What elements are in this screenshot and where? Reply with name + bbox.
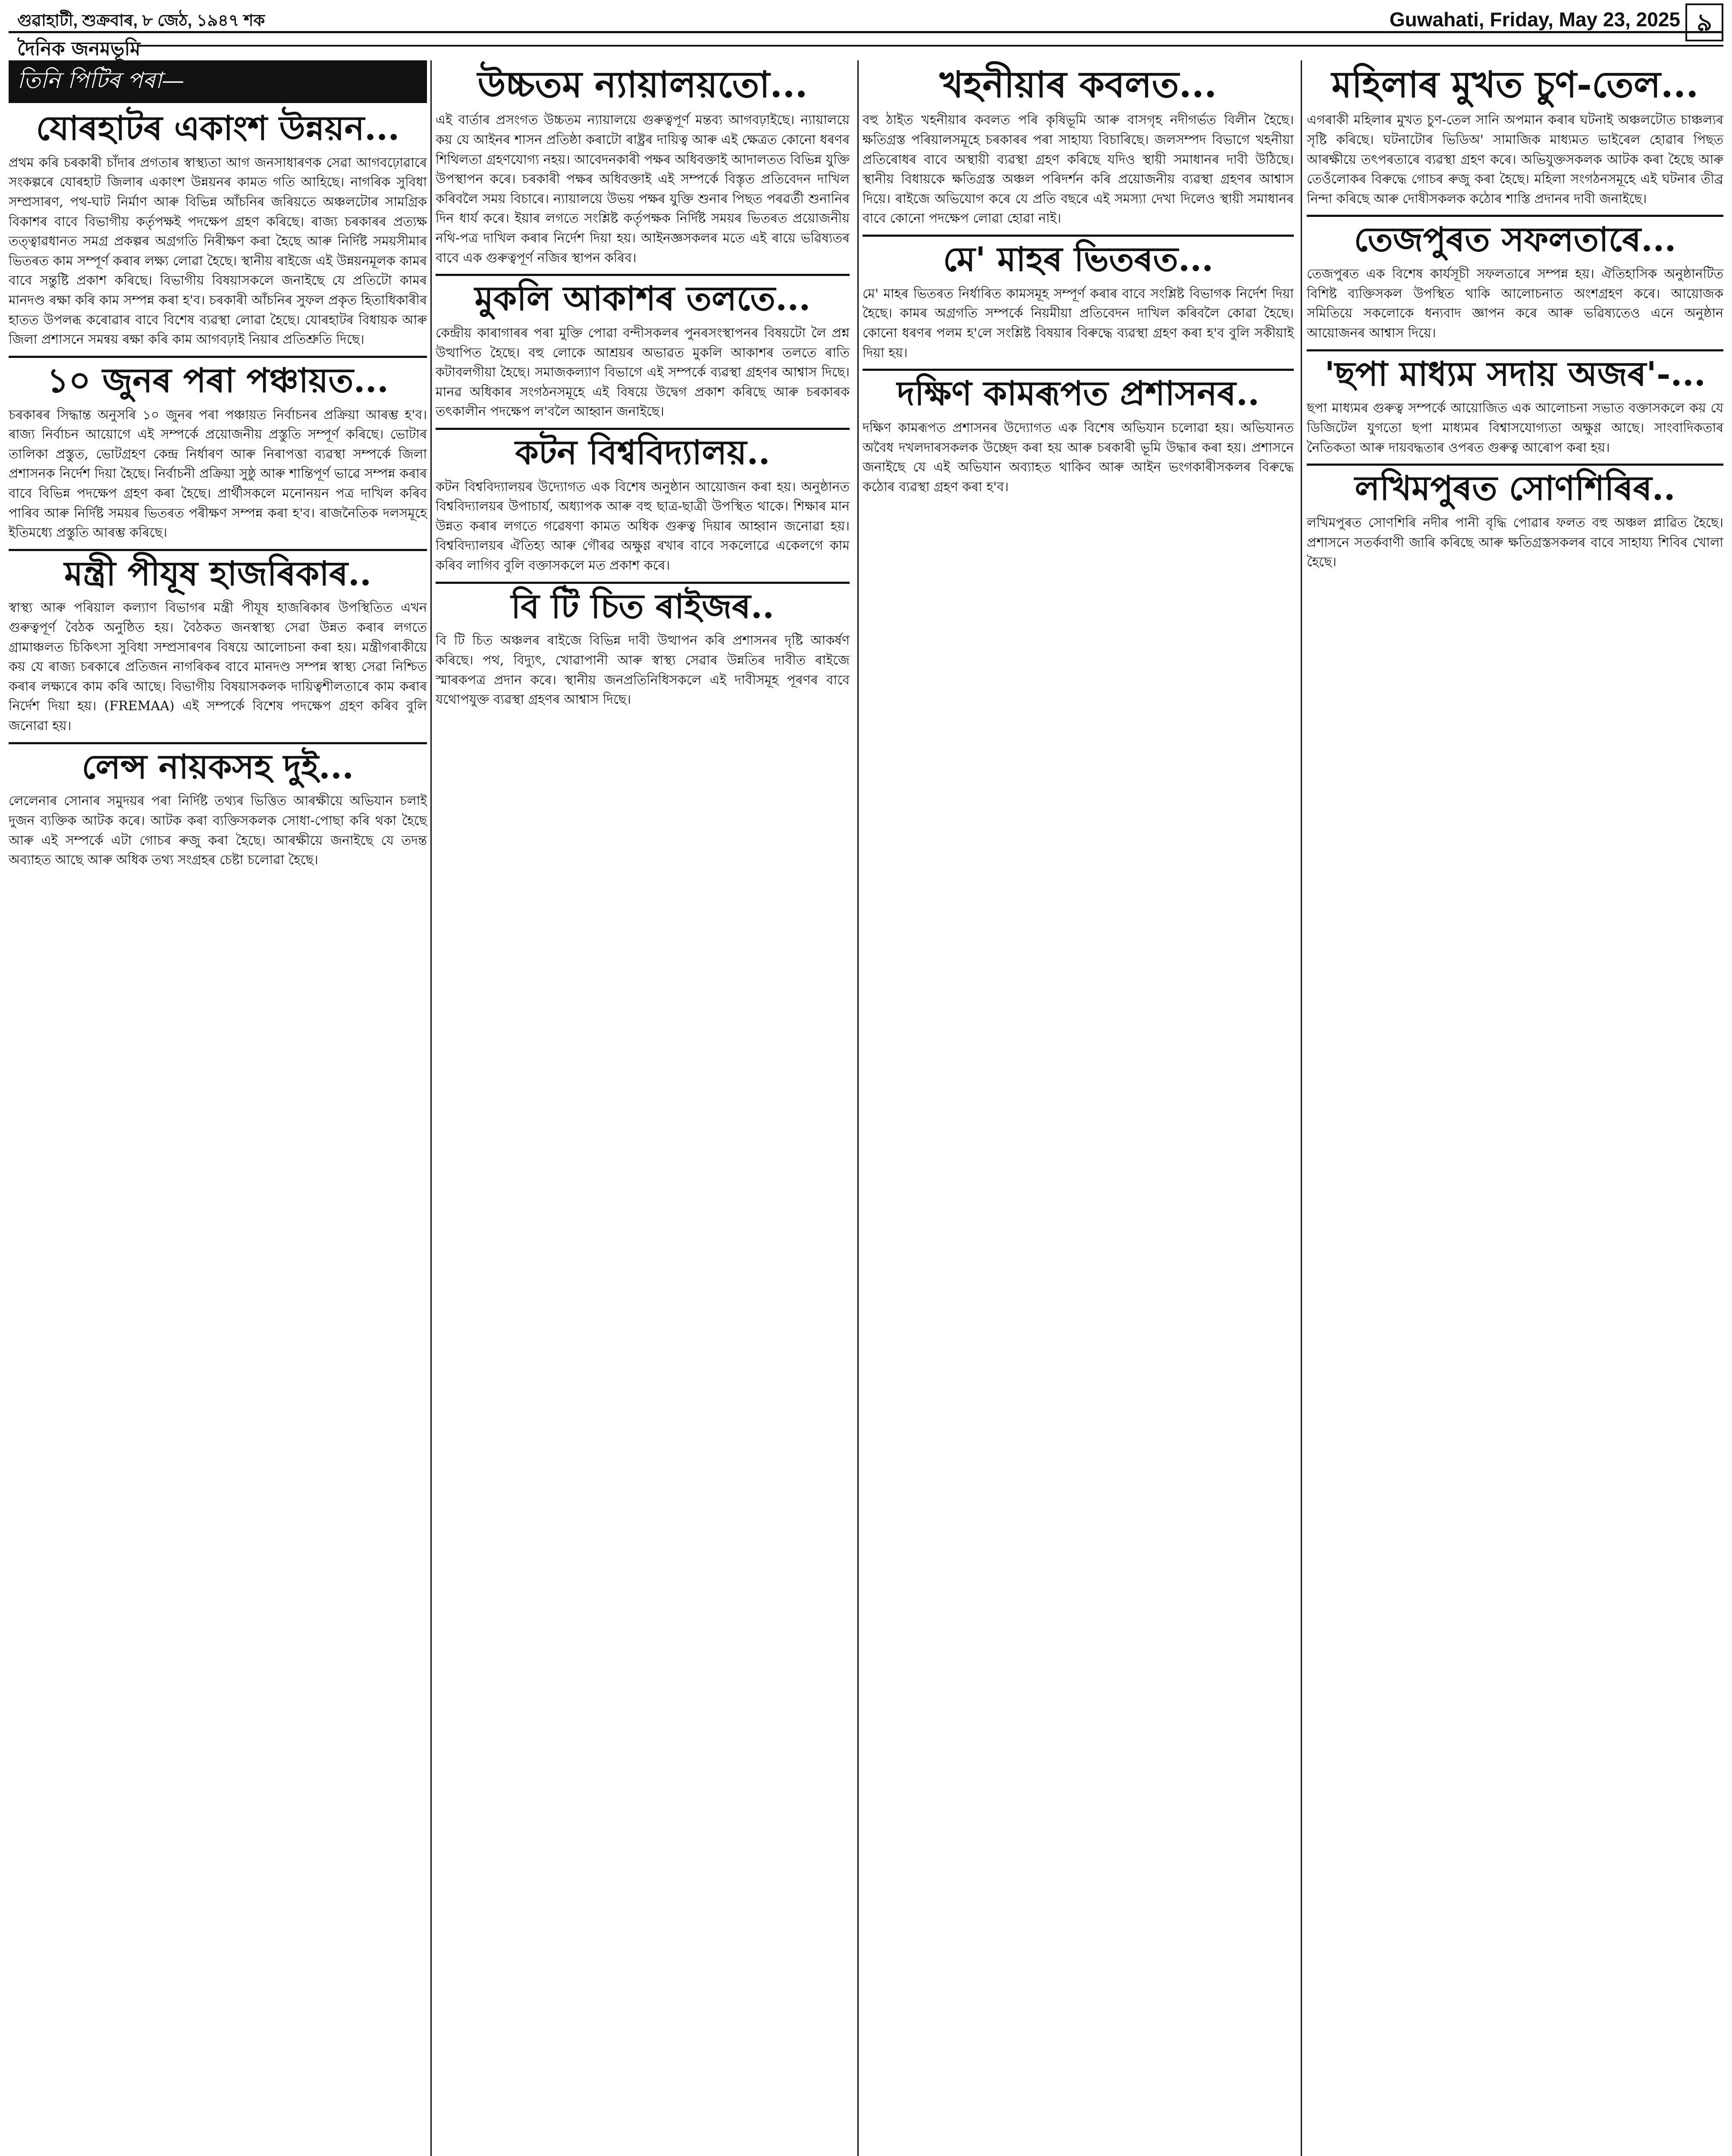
column-4 [1307,60,1728,2156]
article-headline: উচ্চতম ন্যায়ালয়তো... [477,63,808,106]
header-rule-2 [138,45,1723,47]
page-header [0,0,1732,60]
article-body: ছপা মাধ্যমৰ গুৰুত্ব সম্পৰ্কে আয়োজিত এক আলোচনা সভাত বক্তাসকলে কয় যে ডিজিটেল যুগতো ছপা মাধ্যমৰ বিশ্বাসযোগ্যতা অক্ষুণ্ণ আছে। সাংবাদিকতাৰ নৈতিকতা আৰু দায়বদ্ধতাৰ ওপৰত গুৰুত্ব আৰোপ কৰা হয়। [1307,401,1728,455]
continuation-kicker: তিনি পিটিৰ পৰা— [9,60,427,103]
article-separator [1307,349,1723,351]
article-body: এই বাৰ্তাৰ প্ৰসংগত উচ্চতম ন্যায়ালয়ে গুৰুত্বপূৰ্ণ মন্তব্য আগবঢ়াইছে। ন্যায়ালয়ে কয় যে আইনৰ শাসন প্ৰতিষ্ঠা কৰাটো ৰাষ্ট্ৰৰ দায়িত্ব আৰু এই ক্ষেত্ৰত কোনো ধৰণৰ শিথিলতা গ্ৰহণযোগ্য নহয়। আবেদনকাৰী পক্ষৰ অধিবক্তাই আদালতত বিভিন্ন যুক্তি উপস্থাপন কৰে। চৰকাৰী পক্ষৰ অধিবক্তাই এই সম্পৰ্কে বিস্তৃত প্ৰতিবেদন দাখিল কৰিবলৈ সময় বিচাৰে। ন্যায়ালয়ে উভয় পক্ষৰ যুক্তি শুনাৰ পিছত পৰৱৰ্তী শুনানিৰ দিন ধাৰ্য কৰে। ইয়াৰ লগতে সংশ্লিষ্ট কৰ্তৃপক্ষক নিৰ্দিষ্ট সময়ৰ ভিতৰত প্ৰয়োজনীয় নথি-পত্ৰ দাখিল কৰাৰ নিৰ্দেশ দিয়া হয়। আইনজ্ঞসকলৰ মতে এই ৰায়ে ভৱিষ্যতৰ বাবে এক গুৰুত্বপূৰ্ণ নজিৰ স্থাপন কৰিব। [436,113,854,266]
article-separator [9,742,427,744]
column-divider [430,60,432,2156]
column-2 [436,60,854,2156]
article-headline: 'ছপা মাধ্যম সদায় অজৰ'-... [1324,354,1706,394]
article-headline: বি টি চিত ৰাইজৰ.. [511,586,775,626]
article-headline: লখিমপুৰত সোণশিৰিৰ.. [1355,469,1676,508]
header-date-english: Guwahati, Friday, May 23, 2025 [1389,8,1680,31]
paper-name: দৈনিক জনমভূমি [17,38,141,60]
article-headline: মে' মাহৰ ভিতৰত... [943,239,1214,279]
article-separator [9,356,427,358]
column-1 [9,60,431,2156]
article-separator [1307,464,1723,466]
column-divider [1301,60,1302,2156]
article-headline: মন্ত্ৰী পীযূষ হাজৰিকাৰ.. [64,554,372,593]
article-headline: খহনীয়াৰ কবলত... [939,63,1217,106]
article-headline: মহিলাৰ মুখত চুণ-তেল... [1331,63,1699,106]
article-body: বহু ঠাইত খহনীয়াৰ কবলত পৰি কৃষিভূমি আৰু বাসগৃহ নদীগৰ্ভত বিলীন হৈছে। ক্ষতিগ্ৰস্ত পৰিয়ালসমূহে চৰকাৰৰ পৰা সাহায্য বিচাৰিছে। জলসম্পদ বিভাগে খহনীয়া প্ৰতিৰোধৰ বাবে অস্থায়ী ব্যৱস্থা গ্ৰহণ কৰিছে যদিও স্থায়ী সমাধানৰ দাবী উঠিছে। স্থানীয় বিধায়কে ক্ষতিগ্ৰস্ত অঞ্চল পৰিদৰ্শন কৰি প্ৰয়োজনীয় ব্যৱস্থা গ্ৰহণৰ আশ্বাস দিয়ে। ৰাইজে অভিযোগ কৰে যে প্ৰতি বছৰে এই সমস্যা দেখা দিলেও স্থায়ী সমাধানৰ বাবে কোনো পদক্ষেপ লোৱা হোৱা নাই। [863,113,1298,226]
article-body: লখিমপুৰত সোণশিৰি নদীৰ পানী বৃদ্ধি পোৱাৰ ফলত বহু অঞ্চল প্লাৱিত হৈছে। প্ৰশাসনে সতৰ্কবাণী জাৰি কৰিছে আৰু ক্ষতিগ্ৰস্তসকলৰ বাবে সাহায্য শিবিৰ খোলা হৈছে। [1307,515,1728,570]
article-separator [1307,215,1723,217]
header-rule [9,31,1723,33]
article-separator [9,549,427,551]
article-body: দক্ষিণ কামৰূপত প্ৰশাসনৰ উদ্যোগত এক বিশেষ অভিযান চলোৱা হয়। অভিযানত অবৈধ দখলদাৰসকলক উচ্ছেদ কৰা হয় আৰু চৰকাৰী ভূমি উদ্ধাৰ কৰা হয়। প্ৰশাসনে জনাইছে যে এই অভিযান অব্যাহত থাকিব আৰু আইন ভংগকাৰীসকলৰ বিৰুদ্ধে কঠোৰ ব্যৱস্থা গ্ৰহণ কৰা হ'ব। [863,420,1298,495]
article-body: প্ৰথম কৰি চৰকাৰী চাঁদাৰ প্ৰগতাৰ স্বাস্থ্যতা আগ জনসাধাৰণক সেৱা আগবঢ়োৱাৰে সংকল্পৰে যোৰহাট জিলাৰ একাংশ উন্নয়নৰ কামত গতি আহিছে। নাগৰিক সুবিধা সম্প্ৰসাৰণ, পথ-ঘাট নিৰ্মাণ আৰু বিভিন্ন আঁচনিৰ জৰিয়তে অঞ্চলটোৰ সামগ্ৰিক বিকাশৰ বাবে বিভাগীয় কৰ্তৃপক্ষই পদক্ষেপ গ্ৰহণ কৰিছে। ৰাজ্য চৰকাৰৰ প্ৰত্যক্ষ তত্ত্বাৱধানত সমগ্ৰ প্ৰকল্পৰ অগ্ৰগতি নিৰীক্ষণ কৰা হৈছে আৰু নিৰ্দিষ্ট সময়সীমাৰ ভিতৰত কাম সম্পূৰ্ণ কৰাৰ লক্ষ্য লোৱা হৈছে। স্থানীয় ৰাইজে এই উন্নয়নমূলক কামৰ বাবে সন্তুষ্টি প্ৰকাশ কৰিছে। বিভাগীয় বিষয়াসকলে জনাইছে যে প্ৰতিটো কামৰ মানদণ্ড ৰক্ষা কৰি কাম সম্পন্ন কৰা হ'ব। চৰকাৰী আঁচনিৰ সুফল প্ৰকৃত হিতাধিকাৰীৰ হাতত উপলব্ধ কৰোৱাৰ বাবে বিশেষ ব্যৱস্থা লোৱা হৈছে। যোৰহাটৰ বিধায়ক আৰু জিলা প্ৰশাসনে সমন্বয় ৰক্ষা কৰি কাম আগবঢ়াই নিয়াৰ প্ৰতিশ্ৰুতি দিছে। [9,155,431,348]
article-headline: দক্ষিণ কামৰূপত প্ৰশাসনৰ.. [897,374,1260,414]
column-divider [857,60,859,2156]
article-headline: মুকলি আকাশৰ তলতে... [474,279,811,319]
article-separator [863,235,1294,237]
article-separator [863,369,1294,371]
article-body: এগৰাকী মহিলাৰ মুখত চুণ-তেল সানি অপমান কৰাৰ ঘটনাই অঞ্চলটোত চাঞ্চল্যৰ সৃষ্টি কৰিছে। ঘটনাটোৰ ভিডিঅ' সামাজিক মাধ্যমত ভাইৰেল হোৱাৰ পিছত আৰক্ষীয়ে তৎপৰতাৰে ব্যৱস্থা গ্ৰহণ কৰে। অভিযুক্তসকলক আটক কৰা হৈছে আৰু তেওঁলোকৰ বিৰুদ্ধে গোচৰ ৰুজু কৰা হৈছে। মহিলা সংগঠনসমূহে এই ঘটনাৰ তীব্ৰ নিন্দা কৰিছে আৰু দোষীসকলক কঠোৰ শাস্তি প্ৰদানৰ দাবী জনাইছে। [1307,113,1728,207]
article-body: কেন্দ্ৰীয় কাৰাগাৰৰ পৰা মুক্তি পোৱা বন্দীসকলৰ পুনৰসংস্থাপনৰ বিষয়টো লৈ প্ৰশ্ন উত্থাপিত হৈছে। বহু লোকে আশ্ৰয়ৰ অভাৱত মুকলি আকাশৰ তলতে ৰাতি কটাবলগীয়া হৈছে। সমাজকল্যাণ বিভাগে এই সম্পৰ্কে ব্যৱস্থা গ্ৰহণৰ আশ্বাস দিছে। মানৱ অধিকাৰ সংগঠনসমূহে এই বিষয়ে উদ্বেগ প্ৰকাশ কৰিছে আৰু চৰকাৰক তৎকালীন পদক্ষেপ ল'বলৈ আহ্বান জনাইছে। [436,325,854,420]
article-body: লেলেনাৰ সোনাৰ সমুদয়ৰ পৰা নিৰ্দিষ্ট তথ্যৰ ভিত্তিত আৰক্ষীয়ে অভিযান চলাই দুজন ব্যক্তিক আটক কৰে। আটক কৰা ব্যক্তিসকলক সোধা-পোছা কৰি থকা হৈছে আৰু এই সম্পৰ্কে এটা গোচৰ ৰুজু কৰা হৈছে। আৰক্ষীয়ে জনাইছে যে তদন্ত অব্যাহত আছে আৰু অধিক তথ্য সংগ্ৰহৰ চেষ্টা চলোৱা হৈছে। [9,793,431,868]
article-body: চৰকাৰৰ সিদ্ধান্ত অনুসৰি ১০ জুনৰ পৰা পঞ্চায়ত নিৰ্বাচনৰ প্ৰক্ৰিয়া আৰম্ভ হ'ব। ৰাজ্য নিৰ্বাচন আয়োগে এই সম্পৰ্কে প্ৰয়োজনীয় প্ৰস্তুতি সম্পূৰ্ণ কৰিছে। ভোটাৰ তালিকা প্ৰস্তুত, ভোটগ্ৰহণ কেন্দ্ৰ নিৰ্ধাৰণ আৰু নিৰাপত্তা ব্যৱস্থা সম্পৰ্কে জিলা প্ৰশাসনক নিৰ্দেশ দিয়া হৈছে। নিৰ্বাচনী প্ৰক্ৰিয়া সুষ্ঠু আৰু শান্তিপূৰ্ণ ভাৱে সম্পন্ন কৰাৰ বাবে বিভিন্ন পদক্ষেপ গ্ৰহণ কৰা হৈছে। প্ৰাৰ্থীসকলে মনোনয়ন পত্ৰ দাখিল কৰিব পাৰিব আৰু নিৰ্দিষ্ট সময়ৰ ভিতৰত পৰীক্ষণ সম্পন্ন কৰা হ'ব। ৰাজনৈতিক দলসমূহে ইতিমধ্যে প্ৰস্তুতি আৰম্ভ কৰিছে। [9,407,431,541]
article-separator [436,582,850,584]
article-separator [436,428,850,430]
article-headline: যোৰহাটৰ একাংশ উন্নয়ন... [36,109,400,148]
article-headline: তেজপুৰত সফলতাৰে... [1354,220,1676,260]
page-number: ৯ [1685,3,1723,41]
column-3 [863,60,1298,2156]
article-body: মে' মাহৰ ভিতৰত নিৰ্ধাৰিত কামসমূহ সম্পূৰ্ণ কৰাৰ বাবে সংশ্লিষ্ট বিভাগক নিৰ্দেশ দিয়া হৈছে। কামৰ অগ্ৰগতি সম্পৰ্কে নিয়মীয়া প্ৰতিবেদন দাখিল কৰিবলৈ কোৱা হৈছে। কোনো ধৰণৰ পলম হ'লে সংশ্লিষ্ট বিষয়াৰ বিৰুদ্ধে ব্যৱস্থা গ্ৰহণ কৰা হ'ব বুলি সকীয়াই দিয়া হয়। [863,286,1298,360]
article-body: স্বাস্থ্য আৰু পৰিয়াল কল্যাণ বিভাগৰ মন্ত্ৰী পীযূষ হাজৰিকাৰ উপস্থিতিত এখন গুৰুত্বপূৰ্ণ বৈঠক অনুষ্ঠিত হয়। বৈঠকত জনস্বাস্থ্য সেৱা উন্নত কৰাৰ লগতে গ্ৰামাঞ্চলত চিকিৎসা সুবিধা সম্প্ৰসাৰণৰ বিষয়ে আলোচনা কৰা হয়। মন্ত্ৰীগৰাকীয়ে কয় যে ৰাজ্য চৰকাৰে প্ৰতিজন নাগৰিকৰ বাবে মানদণ্ড সম্পন্ন স্বাস্থ্য সেৱা নিশ্চিত কৰাৰ লক্ষ্যৰে কাম কৰি আছে। বিভাগীয় বিষয়াসকলক দায়িত্বশীলতাৰে কাম কৰাৰ নিৰ্দেশ দিয়া হয়। (FREMAA) এই সম্পৰ্কে বিশেষ পদক্ষেপ গ্ৰহণ কৰিব বুলি জনোৱা হয়। [9,600,431,734]
article-body: বি টি চিত অঞ্চলৰ ৰাইজে বিভিন্ন দাবী উত্থাপন কৰি প্ৰশাসনৰ দৃষ্টি আকৰ্ষণ কৰিছে। পথ, বিদ্যুৎ, খোৱাপানী আৰু স্বাস্থ্য সেৱাৰ উন্নতিৰ দাবীত ৰাইজে স্মাৰকপত্ৰ প্ৰদান কৰে। স্থানীয় জনপ্ৰতিনিধিসকলে এই দাবীসমূহ পূৰণৰ বাবে যথোপযুক্ত ব্যৱস্থা গ্ৰহণৰ আশ্বাস দিছে। [436,633,854,708]
article-headline: ১০ জুনৰ পৰা পঞ্চায়ত... [47,360,389,400]
article-body: কটন বিশ্ববিদ্যালয়ৰ উদ্যোগত এক বিশেষ অনুষ্ঠান আয়োজন কৰা হয়। অনুষ্ঠানত বিশ্ববিদ্যালয়ৰ উপাচাৰ্য, অধ্যাপক আৰু বহু ছাত্ৰ-ছাত্ৰী উপস্থিত থাকে। শিক্ষাৰ মান উন্নত কৰাৰ লগতে গৱেষণা কামত অধিক গুৰুত্ব দিয়াৰ আহ্বান জনোৱা হয়। বিশ্ববিদ্যালয়ৰ ঐতিহ্য আৰু গৌৰৱ অক্ষুণ্ণ ৰখাৰ বাবে সকলোৱে একেলগে কাম কৰিব লাগিব বুলি বক্তাসকলে মত প্ৰকাশ কৰে। [436,479,854,573]
article-headline: কটন বিশ্ববিদ্যালয়.. [515,432,770,472]
article-separator [436,274,850,276]
header-date-assamese: গুৱাহাটী, শুক্ৰবাৰ, ৮ জেঠ, ১৯৪৭ শক [17,12,265,30]
article-body: তেজপুৰত এক বিশেষ কাৰ্যসূচী সফলতাৰে সম্পন্ন হয়। ঐতিহাসিক অনুষ্ঠানটিত বিশিষ্ট ব্যক্তিসকল উপস্থিত থাকি আলোচনাত অংশগ্ৰহণ কৰে। আয়োজক সমিতিয়ে সকলোকে ধন্যবাদ জ্ঞাপন কৰে আৰু ভৱিষ্যতেও এনে অনুষ্ঠান আয়োজনৰ আশ্বাস দিয়ে। [1307,266,1728,341]
article-headline: লেন্স নায়কসহ দুই... [82,747,354,787]
